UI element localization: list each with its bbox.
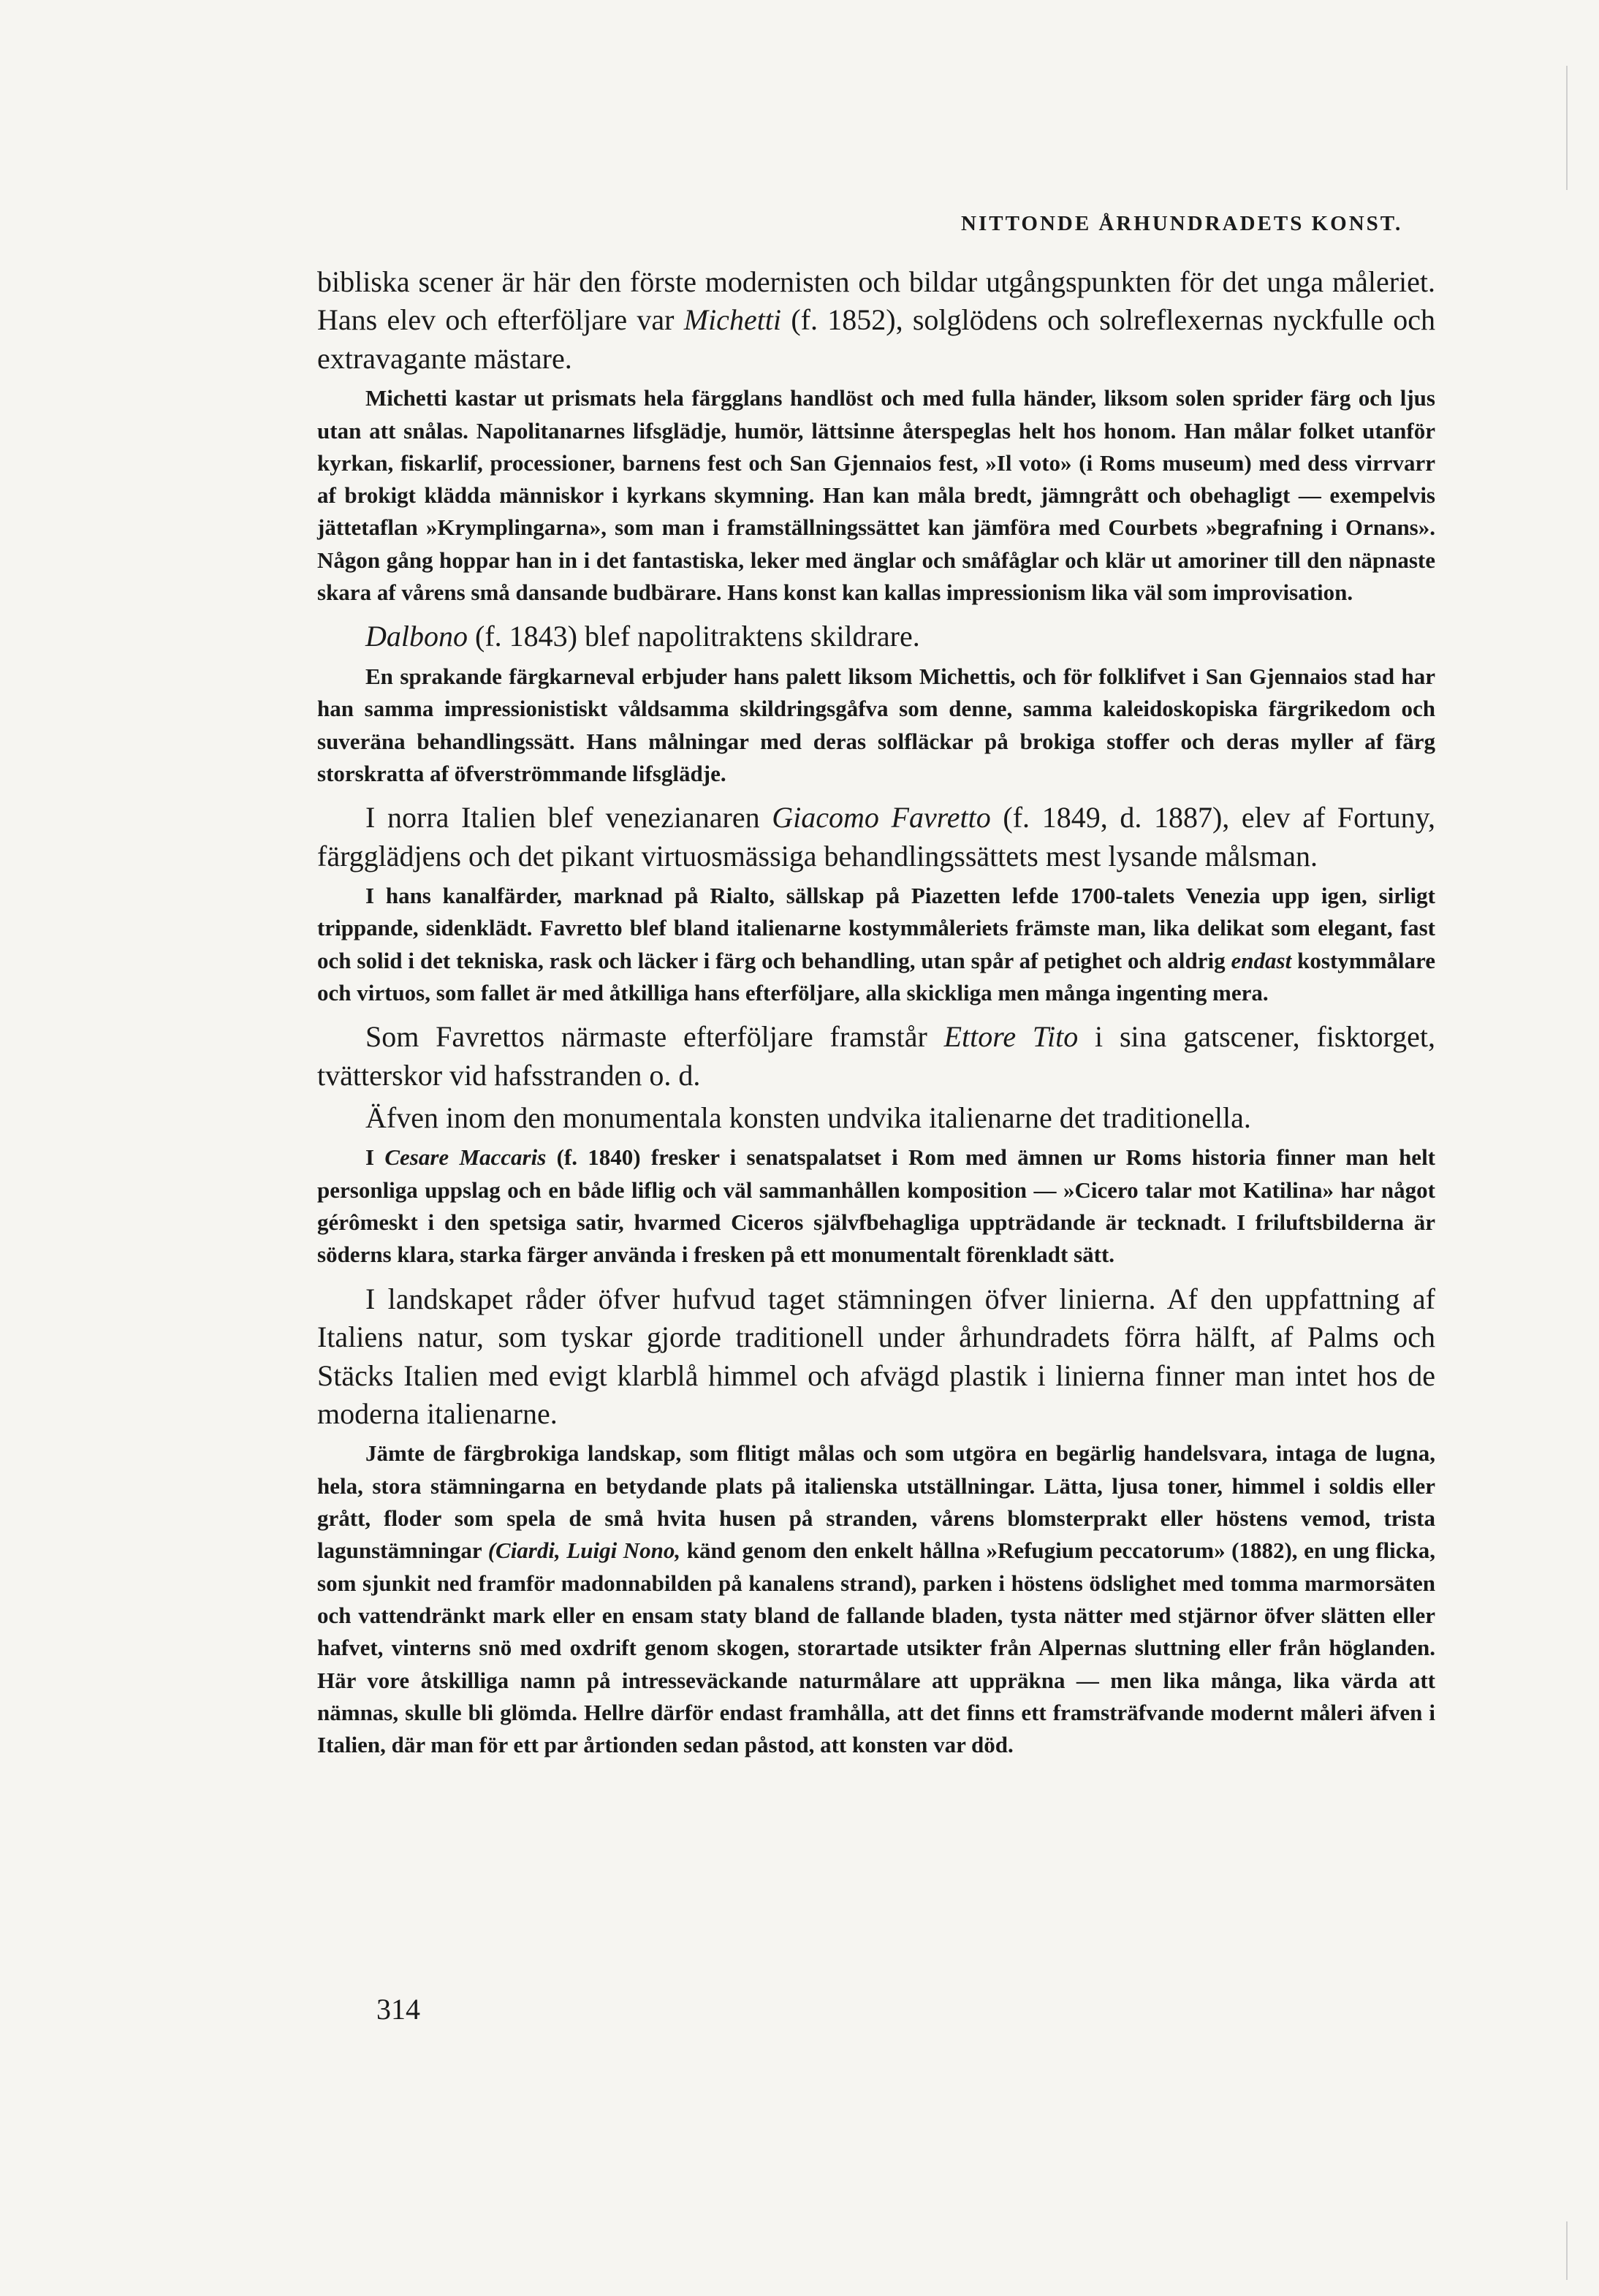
paragraph-3 <box>317 617 1435 655</box>
paragraph-7 <box>317 1018 1435 1095</box>
paragraph-7-text-a: Som Favrettos närmaste efterföljare framstår <box>365 1020 927 1054</box>
paragraph-9-text-b: (f. 1840) fresker i senatspalatset i Rom med ämnen ur Roms historia finner man helt personliga uppslag och en både liflig och väl sammanhållen komposition — »Cicero talar mot Katilina» har något gérômeskt i den spetsiga satir, hvarmed Ciceros självfbehagliga uppträdande är tecknadt. I friluftsbilderna är söderns klara, starka färger använda i fresken på ett monumentalt förenkladt sätt. <box>317 1144 1436 1268</box>
paragraph-7-text-b: i sina gatscener, fisktorget, tvätterskor vid hafsstranden o. d. <box>317 1020 1436 1092</box>
paragraph-11-text-a: Jämte de färgbrokiga landskap, som flitigt målas och som utgöra en begärlig handelsvara, intaga de lugna, hela, stora stämningarna en betydande plats på italienska utställningar. Lätta, ljusa toner, himmel i soldis eller grått, floder som spela de små hvita husen på stranden, vårens blomsterprakt eller höstens vemod, trista lagunstämningar <box>317 1440 1435 1564</box>
paragraph-5-text-b: (f. 1849, d. 1887), elev af Fortuny, färgglädjens och det pikant virtuosmässiga behandlingssättets mest lysande målsman. <box>317 801 1435 873</box>
paragraph-11-text-b: känd genom den enkelt hållna »Refugium peccatorum» (1882), en ung flicka, som sjunkit ned framför madonnabilden på kanalens strand), parken i höstens ödslighet med tomma marmorsäten och vattendränkt mark eller en ensam staty bland de fallande bladen, tysta nätter med stjärnor öfver slätten eller hafvet, vinterns snö med oxdrift genom skogen, storartade utsikter från Alpernas sluttning eller från höglanden. Här vore åtskilliga namn på intresseväckande naturmålare att uppräkna — men lika många, lika värda att nämnas, skulle bli glömda. Hellre därför endast framhålla, att det finns ett framsträfvande modernt måleri äfven i Italien, där man för ett par årtionden sedan påstod, att konsten var död. <box>317 1537 1436 1758</box>
paragraph-1 <box>317 263 1435 378</box>
running-head: NITTONDE ÅRHUNDRADETS KONST. <box>961 212 1403 235</box>
paragraph-5-text-a: I norra Italien blef venezianaren <box>365 801 760 835</box>
paragraph-8: Äfven inom den monumentala konsten undvika italienarne det traditionella. <box>365 1101 1251 1135</box>
paragraph-1-text: bibliska scener är här den förste modernisten och bildar utgångspunkten för det unga måleriet. Hans elev och efterföljare var <box>317 265 1435 337</box>
paragraph-1-tail: (f. 1852), solglödens och solreflexernas nyckfulle och extravagante mästare. <box>317 303 1436 375</box>
paragraph-9 <box>317 1141 1435 1271</box>
paragraph-6 <box>317 880 1435 1009</box>
names-ciardi-nono: (Ciardi, Luigi Nono, <box>487 1537 681 1564</box>
name-michetti: Michetti <box>683 303 782 337</box>
emphasis-endast: endast <box>1231 947 1292 973</box>
paragraph-9-text-a: I <box>365 1144 375 1171</box>
paragraph-2: Michetti kastar ut prismats hela färgglans handlöst och med fulla händer, liksom solen sprider färg och ljus utan att snålas. Napolitanarnes lifsglädje, humör, lättsinne återspeglas helt hos honom. Han målar folket utanför kyrkan, fiskarlif, processioner, barnens fest och San Gjennaios fest, »Il voto» (i Roms museum) med dess virrvarr af brokigt klädda människor i kyrkans skymning. Han kan måla bredt, jämngrått och obehagligt — exempelvis jättetaflan »Krymplingarna», som man i framställningssättet kan jämföra med Courbets »begrafning i Ornans». Någon gång hoppar han in i det fantastiska, leker med änglar och småfåglar och klär ut amoriner till den näpnaste skara af vårens små dansande budbärare. Hans konst kan kallas impressionism lika väl som improvisation. <box>317 385 1435 606</box>
scan-edge-mark-bottom <box>1566 2221 1568 2280</box>
text-column <box>317 263 1435 1771</box>
paragraph-4: En sprakande färgkarneval erbjuder hans palett liksom Michettis, och för folklifvet i San Gjennaios stad har han samma impressionistiskt våldsamma skildringsgåfva som denne, samma kaleidoskopiska färgrikedom och suveräna behandlingssätt. Hans målningar med deras solfläckar på brokiga stoffer och deras myller af färg storskratta af öfverströmmande lifsglädje. <box>317 663 1435 786</box>
paragraph-3-text: (f. 1843) blef napolitraktens skildrare. <box>475 620 920 653</box>
paragraph-6-text: I hans kanalfärder, marknad på Rialto, sällskap på Piazetten lefde 1700-talets Venezia upp igen, sirligt trippande, sidenklädt. Favretto blef bland italienarne kostymmåleriets främste man, lika delikat som elegant, fast och solid i det tekniska, rask och läcker i färg och behandling, utan spår af petighet och aldrig <box>317 882 1435 973</box>
paragraph-5 <box>317 799 1435 875</box>
paragraph-11 <box>317 1437 1435 1761</box>
name-tito: Ettore Tito <box>943 1020 1079 1054</box>
name-favretto: Giacomo Favretto <box>772 801 991 835</box>
paragraph-10: I landskapet råder öfver hufvud taget stämningen öfver linierna. Af den uppfattning af Italiens natur, som tyskar gjorde traditionell under århundradets förra hälft, af Palms och Stäcks Italien med evigt klarblå himmel och afvägd plastik i linierna finner man intet hos de moderna italienarne. <box>317 1282 1435 1430</box>
page-number: 314 <box>376 1993 420 2026</box>
name-maccari: Cesare Maccaris <box>384 1144 547 1171</box>
scan-edge-mark <box>1566 66 1568 190</box>
name-dalbono: Dalbono <box>365 620 468 653</box>
paragraph-6-tail: kostymmålare och virtuos, som fallet är med åtkilliga hans efterföljare, alla skickliga men många ingenting mera. <box>317 947 1436 1006</box>
